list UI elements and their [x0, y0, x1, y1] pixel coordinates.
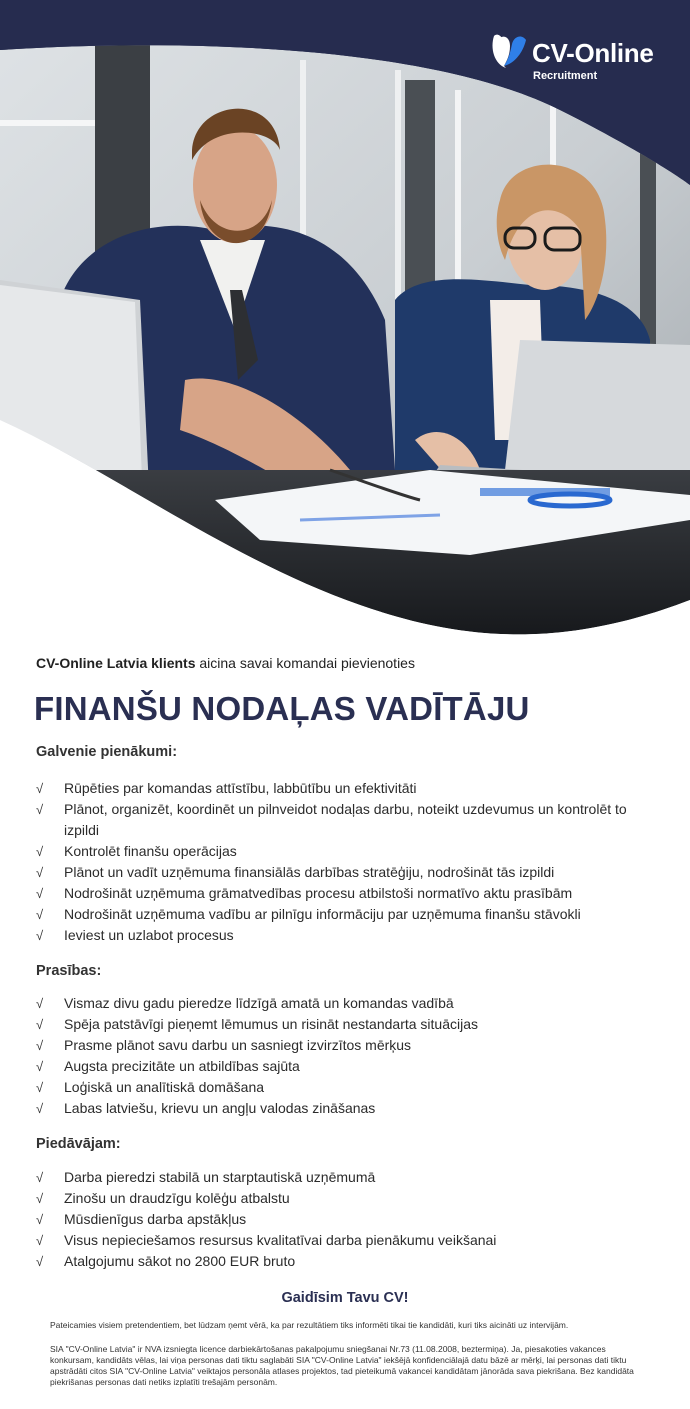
check-icon: √: [36, 1212, 44, 1227]
check-icon: √: [36, 1059, 44, 1074]
list-item: √ Visus nepieciešamos resursus kvalitatīvai darba pienākumu veikšanai: [36, 1230, 646, 1251]
check-icon: √: [36, 886, 44, 901]
check-icon: √: [36, 802, 44, 817]
check-icon: √: [36, 1170, 44, 1185]
check-icon: √: [36, 781, 44, 796]
brand-name: CV-Online: [532, 38, 654, 68]
check-icon: √: [36, 907, 44, 922]
hero-banner: [0, 0, 690, 645]
check-icon: √: [36, 1191, 44, 1206]
requirements-list: [36, 993, 646, 1119]
duties-heading: Galvenie pienākumi:: [36, 744, 178, 760]
requirements-heading: Prasības:: [36, 963, 102, 979]
check-icon: √: [36, 844, 44, 859]
list-item: √ Nodrošināt uzņēmuma vadību ar pilnīgu informāciju par uzņēmuma finanšu stāvokli: [36, 904, 646, 925]
list-item: √ Darba pieredzi stabilā un starptautiskā uzņēmumā: [36, 1167, 646, 1188]
list-item: √ Kontrolēt finanšu operācijas: [36, 841, 646, 862]
brand-logo: [488, 30, 668, 90]
intro-text: aicina savai komandai pievienoties: [195, 655, 415, 671]
brand-tagline: Recruitment: [533, 70, 598, 82]
list-item: √ Loģiskā un analītiskā domāšana: [36, 1077, 646, 1098]
cta-text: Gaidīsim Tavu CV!: [281, 1290, 409, 1306]
check-icon: √: [36, 1101, 44, 1116]
list-item: √ Atalgojumu sākot no 2800 EUR bruto: [36, 1251, 646, 1272]
hero-photo: [0, 0, 690, 645]
list-item: √ Spēja patstāvīgi pieņemt lēmumus un risināt nestandarta situācijas: [36, 1014, 646, 1035]
list-item: √ Nodrošināt uzņēmuma grāmatvedības procesu atbilstoši normatīvo aktu prasībām: [36, 883, 646, 904]
list-item: √ Zinošu un draudzīgu kolēģu atbalstu: [36, 1188, 646, 1209]
check-icon: √: [36, 1038, 44, 1053]
check-icon: √: [36, 1017, 44, 1032]
check-icon: √: [36, 928, 44, 943]
list-item: √ Mūsdienīgus darba apstākļus: [36, 1209, 646, 1230]
check-icon: √: [36, 865, 44, 880]
list-item: √ Rūpēties par komandas attīstību, labbūtību un efektivitāti: [36, 778, 646, 799]
list-item: √ Plānot un vadīt uzņēmuma finansiālās darbības stratēģiju, nodrošināt tās izpildi: [36, 862, 646, 883]
cv-online-logo-icon: [488, 30, 530, 72]
offer-list: [36, 1167, 646, 1272]
list-item: √ Plānot, organizēt, koordinēt un pilnveidot nodaļas darbu, noteikt uzdevumus un kontrolēt to izpildi: [36, 801, 627, 838]
check-icon: √: [36, 1233, 44, 1248]
list-item: √ Labas latviešu, krievu un angļu valodas zināšanas: [36, 1098, 646, 1119]
list-item: √ Vismaz divu gadu pieredze līdzīgā amatā un komandas vadībā: [36, 993, 646, 1014]
intro-line: [36, 655, 415, 671]
fineprint-thanks: Pateicamies visiem pretendentiem, bet lūdzam ņemt vērā, ka par rezultātiem tiks informēti tikai tie kandidāti, kuri tiks aicināti uz intervijām.: [50, 1320, 569, 1330]
fineprint-privacy: SIA "CV-Online Latvia" ir NVA izsniegta licence darbiekārtošanas pakalpojumu sniegšanai Nr.73 (11.08.2008, beztermiņa). Ja, piesakoties vakances konkursam, kandidāts vēlas, lai viņa personas dati tiktu saglabāti SIA "CV-Online Latvia" iekšējā konfidenciālajā datu bāzē ar mērķi, lai personas dati tiktu apstrādāti citos SIA "CV-Online Latvia" veiktajos personāla atlases projektos, tad pieteikumā vakancei kandidātam jānorāda sava piekrišana. Bez kandidāta piekrišanas personas dati netiks izplatīti trešajām personām.: [50, 1344, 634, 1387]
offer-heading: Piedāvājam:: [36, 1136, 121, 1152]
list-item: √ Prasme plānot savu darbu un sasniegt izvirzītos mērķus: [36, 1035, 646, 1056]
job-title: FINANŠU NODAĻAS VADĪTĀJU: [34, 690, 530, 727]
check-icon: √: [36, 1080, 44, 1095]
duties-list: [36, 778, 646, 946]
check-icon: √: [36, 996, 44, 1011]
list-item: √ Ieviest un uzlabot procesus: [36, 925, 646, 946]
list-item: √ Augsta precizitāte un atbildības sajūta: [36, 1056, 646, 1077]
check-icon: √: [36, 1254, 44, 1269]
intro-client: CV-Online Latvia klients: [36, 655, 196, 671]
